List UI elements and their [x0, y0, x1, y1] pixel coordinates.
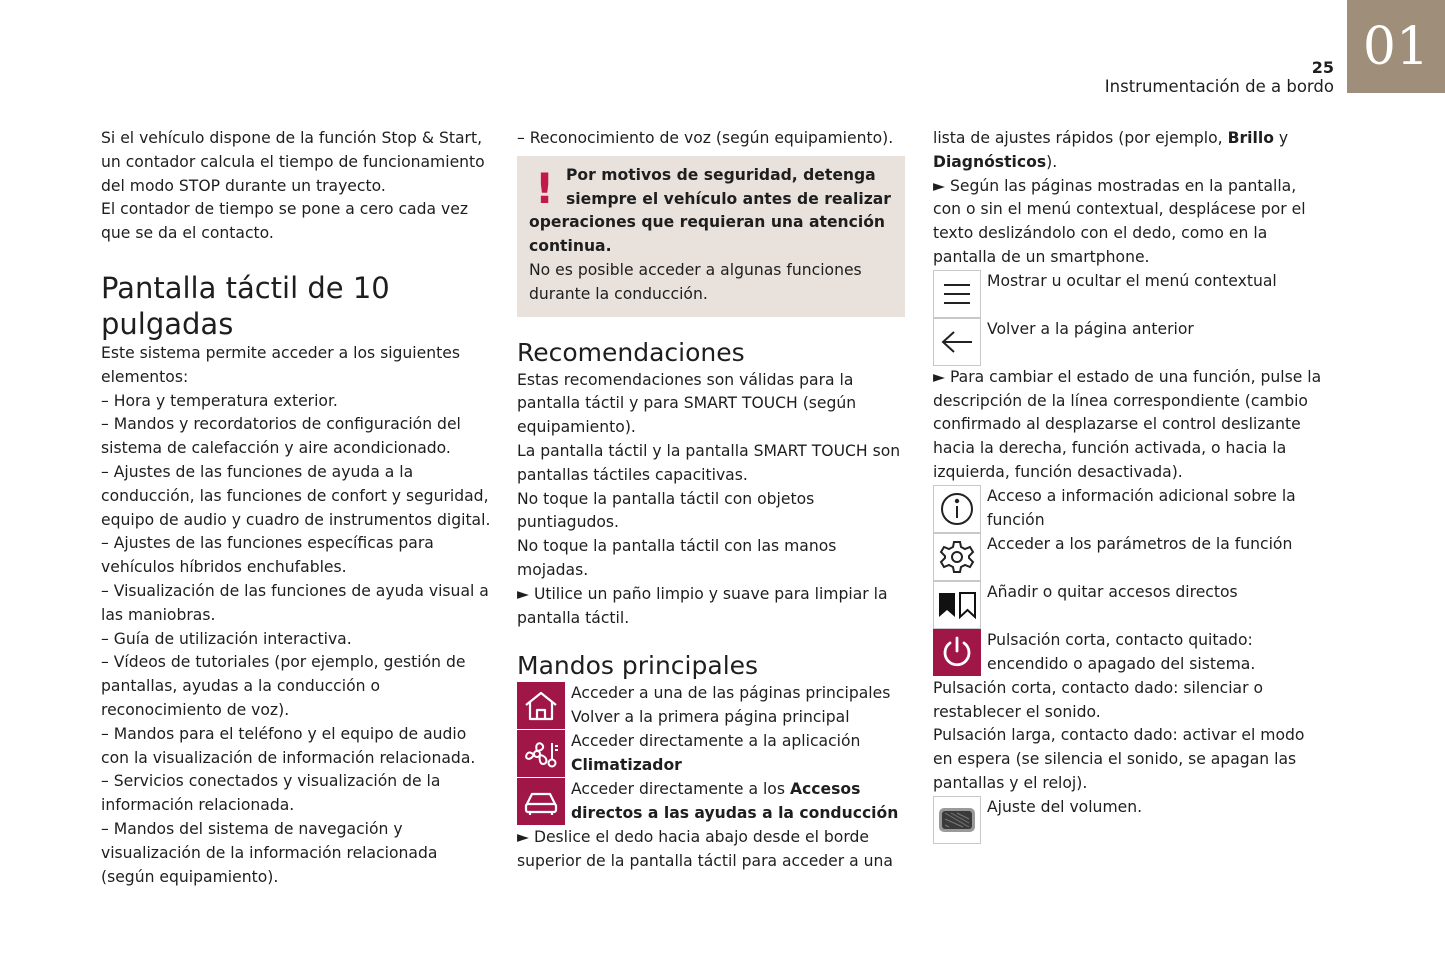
- list-item: – Visualización de las funciones de ayuda visual a las maniobras.: [101, 581, 489, 624]
- brightness-label: Brillo: [1227, 129, 1274, 147]
- volume-label: Ajuste del volumen.: [987, 797, 1143, 816]
- heading-touchscreen: Pantalla táctil de 10 pulgadas: [101, 270, 390, 341]
- climate-control-row: [517, 730, 905, 778]
- warning-icon: !: [535, 163, 555, 213]
- scroll-bullet: ► Según las páginas mostradas en la pantalla, con o sin el menú contextual, desplácese por el texto deslizándolo con el dedo, como en la pantalla de un smartphone.: [933, 176, 1306, 266]
- power-paragraph-2: Pulsación corta, contacto dado: silenciar o restablecer el sonido.: [933, 678, 1264, 721]
- adas-text: Acceder directamente a los: [571, 780, 785, 799]
- recommendation-paragraph: Estas recomendaciones son válidas para la pantalla táctil y para SMART TOUCH (según equipamiento).: [517, 370, 857, 437]
- menu-control-row: [933, 270, 1328, 318]
- diagnostics-label: Diagnósticos: [933, 152, 1047, 171]
- list-item: – Servicios conectados y visualización de la información relacionada.: [101, 772, 441, 815]
- warning-bold-line-1: Por motivos de seguridad, detenga: [566, 165, 876, 184]
- list-item: – Mandos del sistema de navegación y visualización de la información relacionada (según equipamiento).: [101, 819, 438, 886]
- list-item: – Reconocimiento de voz (según equipamiento).: [517, 129, 894, 147]
- volume-knob-icon: [933, 796, 981, 844]
- adas-control-row: [517, 778, 905, 826]
- warning-text: No es posible acceder a algunas funciones durante la conducción.: [529, 260, 862, 303]
- climate-text: Acceder directamente a la aplicación: [571, 732, 861, 751]
- back-label: Volver a la página anterior: [987, 319, 1194, 338]
- bookmark-label: Añadir o quitar accesos directos: [987, 582, 1238, 601]
- adas-bold-2: directos a las ayudas a la conducción: [571, 804, 899, 823]
- list-item: – Vídeos de tutoriales (por ejemplo, gestión de pantallas, ayudas a la conducción o reconocimiento de voz).: [101, 653, 466, 719]
- chapter-tab: [1347, 0, 1445, 93]
- cont-end: ).: [1046, 152, 1058, 171]
- adas-bold-1: Accesos: [789, 780, 861, 799]
- intro-paragraph-1: Si el vehículo dispone de la función Stop & Start, un contador calcula el tiempo de funcionamiento del modo STOP durante un trayecto.: [101, 129, 485, 195]
- power-icon: [933, 629, 981, 677]
- column-1: [101, 127, 493, 889]
- menu-icon: [933, 270, 981, 318]
- back-control-row: [933, 318, 1328, 366]
- climate-app-name: Climatizador: [571, 756, 682, 775]
- swipe-bullet: ► Deslice el dedo hacia abajo desde el borde superior de la pantalla táctil para acceder a una: [517, 828, 893, 871]
- info-icon: [933, 485, 981, 533]
- car-icon: [517, 778, 565, 826]
- home-line-2: Volver a la primera página principal: [571, 708, 850, 727]
- recommendation-paragraph: La pantalla táctil y la pantalla SMART TOUCH son pantallas táctiles capacitivas.: [517, 441, 901, 484]
- list-item: – Mandos para el teléfono y el equipo de audio con la visualización de información relacionada.: [101, 724, 476, 767]
- recommendation-paragraph: No toque la pantalla táctil con objetos puntiagudos.: [517, 489, 815, 532]
- volume-control-row: [933, 796, 1328, 844]
- info-label: Acceso a información adicional sobre la función: [987, 486, 1296, 529]
- menu-label: Mostrar u ocultar el menú contextual: [987, 271, 1277, 290]
- heading-main-controls: Mandos principales: [517, 651, 759, 681]
- toggle-bullet: ► Para cambiar el estado de una función, pulse la descripción de la línea correspondiente (cambio confirmado al desplazarse el control deslizante hacia la derecha, función activada, o hacia la izquierda, función desactivada).: [933, 367, 1322, 481]
- cleaning-bullet: ► Utilice un paño limpio y suave para limpiar la pantalla táctil.: [517, 584, 888, 627]
- cont-text: lista de ajustes rápidos (por ejemplo,: [933, 129, 1223, 147]
- list-item: – Guía de utilización interactiva.: [101, 629, 352, 648]
- safety-warning-box: [517, 156, 905, 317]
- section-title: Instrumentación de a bordo: [1104, 77, 1334, 96]
- gear-icon: [933, 533, 981, 581]
- recommendation-paragraph: No toque la pantalla táctil con las manos mojadas.: [517, 537, 837, 579]
- bookmark-control-row: [933, 581, 1328, 629]
- quick-settings-continuation: [933, 127, 1328, 175]
- page-number: 25: [1311, 58, 1334, 77]
- heading-recommendations: Recomendaciones: [517, 337, 745, 367]
- power-line-2: encendido o apagado del sistema.: [987, 654, 1256, 673]
- touchscreen-lead: Este sistema permite acceder a los siguientes elementos:: [101, 343, 460, 386]
- settings-control-row: [933, 533, 1328, 581]
- back-arrow-icon: [933, 318, 981, 366]
- power-paragraph-3: Pulsación larga, contacto dado: activar el modo en espera (se silencia el sonido, se apagan las pantallas y el reloj).: [933, 726, 1305, 792]
- climate-fan-icon: [517, 730, 565, 778]
- home-icon: [517, 682, 565, 730]
- power-control-row: [933, 629, 1328, 677]
- warning-bold-line-3: operaciones que requieran una atención continua.: [529, 213, 886, 256]
- intro-paragraph-2: El contador de tiempo se pone a cero cada vez que se da el contacto.: [101, 200, 469, 243]
- column-2: [517, 127, 905, 874]
- warning-bold-line-2: siempre el vehículo antes de realizar: [566, 189, 891, 208]
- cont-and: y: [1278, 129, 1289, 147]
- chapter-number: 01: [1362, 16, 1430, 77]
- settings-label: Acceder a los parámetros de la función: [987, 534, 1293, 553]
- column-3: [933, 127, 1328, 844]
- info-control-row: [933, 485, 1328, 533]
- home-control-row: [517, 682, 905, 730]
- power-line-1: Pulsación corta, contacto quitado:: [987, 630, 1253, 649]
- list-item: – Mandos y recordatorios de configuración del sistema de calefacción y aire acondicionado.: [101, 415, 461, 458]
- list-item: – Ajustes de las funciones de ayuda a la conducción, las funciones de confort y seguridad, equipo de audio y cuadro de instrumentos digital.: [101, 462, 491, 529]
- bookmark-icon: [933, 581, 981, 629]
- list-item: – Ajustes de las funciones específicas para vehículos híbridos enchufables.: [101, 534, 434, 577]
- list-item: – Hora y temperatura exterior.: [101, 391, 338, 410]
- home-line-1: Acceder a una de las páginas principales: [571, 684, 891, 703]
